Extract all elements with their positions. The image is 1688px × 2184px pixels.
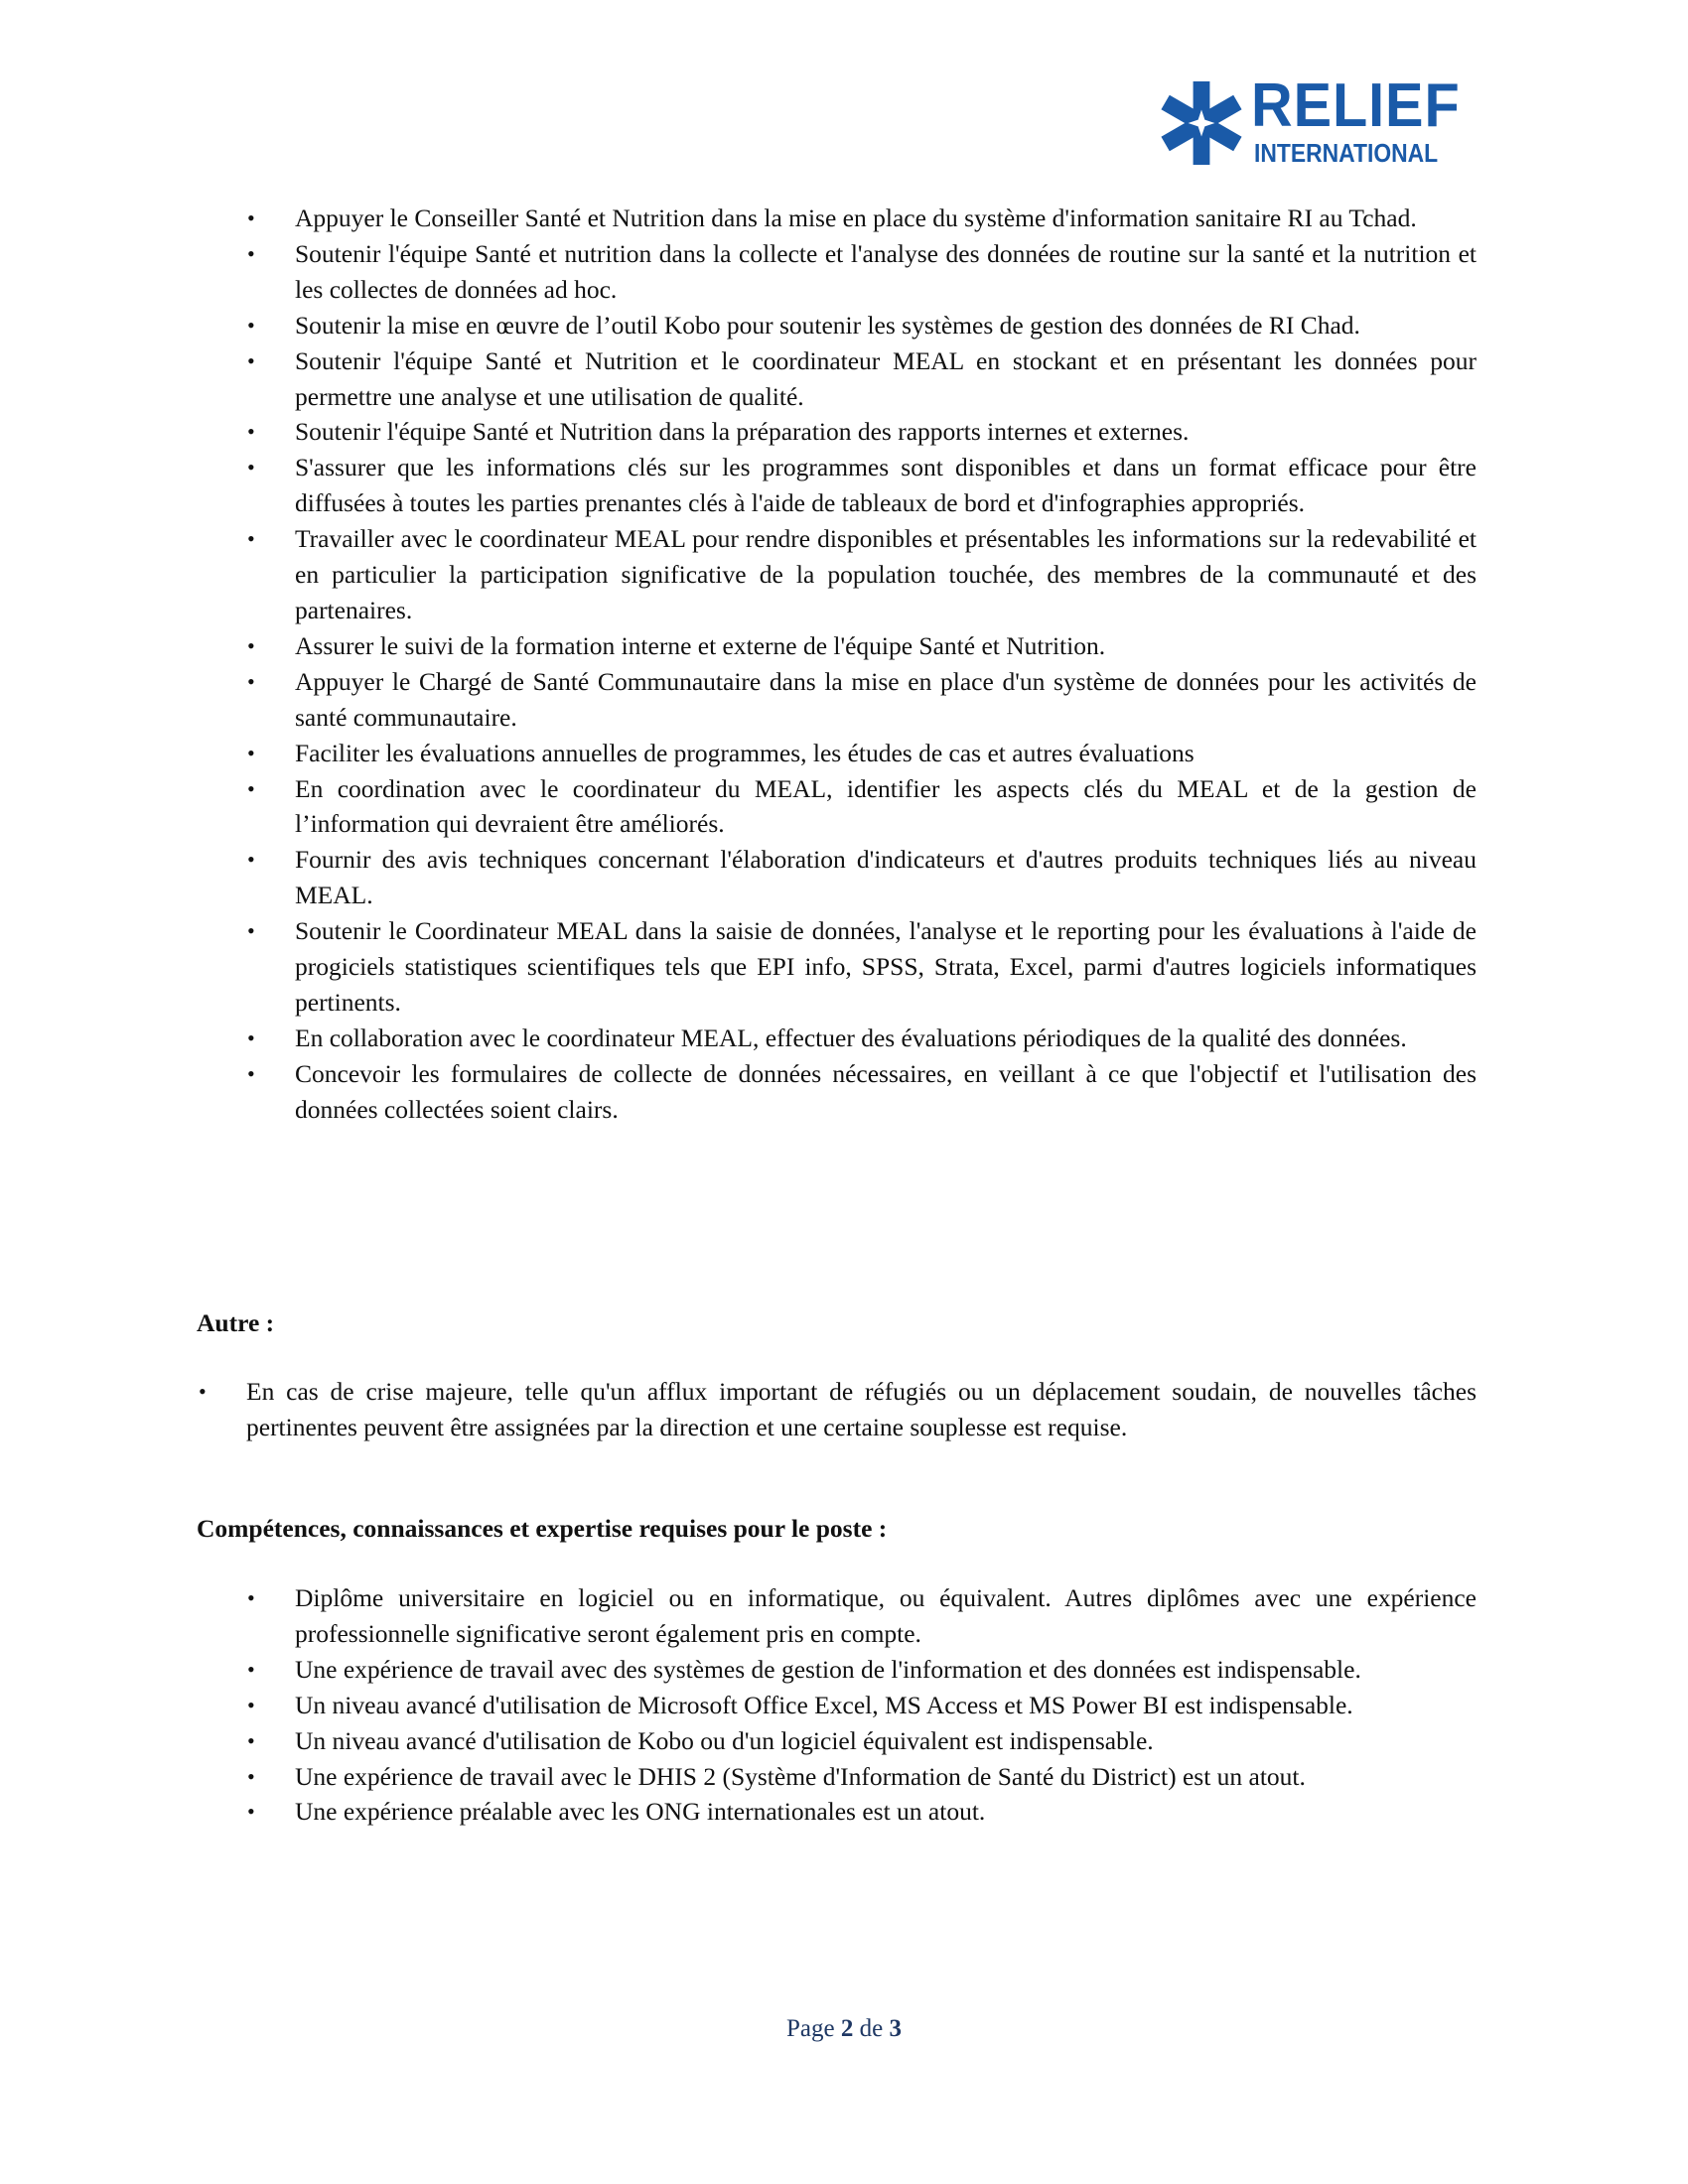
list-item-text: Travailler avec le coordinateur MEAL pour rendre disponibles et présentables les informations sur la redevabilité et en particulier la participation significative de la population touchée, des membres de la communauté et des partenaires. bbox=[295, 524, 1477, 624]
bullet-icon: • bbox=[247, 347, 255, 373]
responsibility-item bbox=[247, 521, 1477, 628]
section-heading-skills: Compétences, connaissances et expertise requises pour le poste : bbox=[197, 1514, 888, 1543]
other-item bbox=[199, 1374, 1477, 1445]
list-item-text: Concevoir les formulaires de collecte de données nécessaires, en veillant à ce que l'objectif et l'utilisation des données collectées soient clairs. bbox=[295, 1058, 1477, 1124]
page-footer bbox=[0, 2015, 1688, 2043]
total-pages-number: 3 bbox=[889, 2015, 902, 2042]
list-item-text: Une expérience préalable avec les ONG internationales est un atout. bbox=[295, 1797, 986, 1827]
list-item-text: Fournir des avis techniques concernant l'élaboration d'indicateurs et d'autres produits techniques liés au niveau MEAL. bbox=[295, 845, 1477, 910]
list-item-text: Soutenir l'équipe Santé et Nutrition et le coordinateur MEAL en stockant et en présentant les données pour permettre une analyse et une utilisation de qualité. bbox=[295, 345, 1477, 411]
responsibility-item bbox=[247, 414, 1477, 450]
responsibility-item bbox=[247, 664, 1477, 736]
responsibility-item bbox=[247, 1056, 1477, 1128]
responsibility-item bbox=[247, 308, 1477, 343]
list-item-text: En coordination avec le coordinateur du MEAL, identifier les aspects clés du MEAL et de la gestion de l’information qui devraient être améliorés. bbox=[295, 773, 1477, 839]
list-item-text: Un niveau avancé d'utilisation de Microsoft Office Excel, MS Access et MS Power BI est indispensable. bbox=[295, 1690, 1353, 1719]
bullet-icon: • bbox=[247, 847, 255, 873]
asterisk-star-icon bbox=[1160, 81, 1243, 165]
relief-international-logo bbox=[1160, 71, 1468, 171]
bullet-icon: • bbox=[247, 526, 255, 552]
responsibility-item bbox=[247, 628, 1477, 664]
list-item-text: En collaboration avec le coordinateur MEAL, effectuer des évaluations périodiques de la qualité des données. bbox=[295, 1023, 1407, 1052]
bullet-icon: • bbox=[247, 1656, 255, 1682]
responsibility-item bbox=[247, 771, 1477, 843]
list-item-text: Appuyer le Chargé de Santé Communautaire dans la mise en place d'un système de données pour les activités de santé communautaire. bbox=[295, 666, 1477, 732]
list-item-text: Appuyer le Conseiller Santé et Nutrition dans la mise en place du système d'information sanitaire RI au Tchad. bbox=[295, 204, 1417, 232]
bullet-icon: • bbox=[247, 1799, 255, 1825]
current-page-number: 2 bbox=[840, 2015, 854, 2042]
bullet-icon: • bbox=[247, 1585, 255, 1610]
bullet-icon: • bbox=[247, 918, 255, 944]
bullet-icon: • bbox=[247, 1692, 255, 1717]
responsibility-item bbox=[247, 842, 1477, 913]
list-item-text: En cas de crise majeure, telle qu'un afflux important de réfugiés ou un déplacement soudain, de nouvelles tâches pertinentes peuvent être assignées par la direction et une certaine souplesse est requise. bbox=[246, 1377, 1477, 1441]
list-item-text: S'assurer que les informations clés sur les programmes sont disponibles et dans un format efficace pour être diffusées à toutes les parties prenantes clés à l'aide de tableaux de bord et d'infographies appropriés. bbox=[295, 453, 1477, 518]
responsibility-item bbox=[247, 736, 1477, 771]
bullet-icon: • bbox=[247, 1763, 255, 1789]
skill-item bbox=[247, 1723, 1477, 1759]
bullet-icon: • bbox=[247, 1060, 255, 1086]
list-item-text: Soutenir la mise en œuvre de l’outil Kobo pour soutenir les systèmes de gestion des données de RI Chad. bbox=[295, 310, 1360, 340]
page-label: Page bbox=[786, 2015, 835, 2042]
bullet-icon: • bbox=[247, 775, 255, 801]
logo-brand-sub: INTERNATIONAL bbox=[1254, 138, 1439, 168]
bullet-icon: • bbox=[247, 740, 255, 765]
bullet-icon: • bbox=[247, 419, 255, 445]
bullet-icon: • bbox=[199, 1379, 207, 1404]
list-item-text: Diplôme universitaire en logiciel ou en informatique, ou équivalent. Autres diplômes avec une expérience professionnelle significative seront également pris en compte. bbox=[295, 1583, 1477, 1648]
bullet-icon: • bbox=[247, 1024, 255, 1050]
responsibility-item bbox=[247, 1021, 1477, 1056]
bullet-icon: • bbox=[247, 668, 255, 694]
list-item-text: Un niveau avancé d'utilisation de Kobo ou d'un logiciel équivalent est indispensable. bbox=[295, 1725, 1154, 1755]
bullet-icon: • bbox=[247, 240, 255, 266]
skill-item bbox=[247, 1580, 1477, 1652]
logo-brand-main: RELIEF bbox=[1251, 71, 1461, 140]
other-list bbox=[199, 1374, 1477, 1445]
list-item-text: Soutenir l'équipe Santé et nutrition dans la collecte et l'analyse des données de routine sur la santé et la nutrition et les collectes de données ad hoc. bbox=[295, 238, 1477, 304]
of-label: de bbox=[859, 2015, 884, 2042]
responsibility-item bbox=[247, 913, 1477, 1021]
list-item-text: Faciliter les évaluations annuelles de programmes, les études de cas et autres évaluations bbox=[295, 738, 1195, 767]
responsibility-item bbox=[247, 343, 1477, 415]
list-item-text: Une expérience de travail avec le DHIS 2 (Système d'Information de Santé du District) est un atout. bbox=[295, 1761, 1306, 1791]
bullet-icon: • bbox=[247, 312, 255, 338]
list-item-text: Assurer le suivi de la formation interne et externe de l'équipe Santé et Nutrition. bbox=[295, 630, 1106, 660]
bullet-icon: • bbox=[247, 205, 255, 230]
section-heading-other: Autre : bbox=[197, 1308, 275, 1337]
skill-item bbox=[247, 1652, 1477, 1688]
bullet-icon: • bbox=[247, 455, 255, 480]
responsibility-item bbox=[247, 236, 1477, 308]
list-item-text: Soutenir le Coordinateur MEAL dans la saisie de données, l'analyse et le reporting pour les évaluations à l'aide de progiciels statistiques scientifiques tels que EPI info, SPSS, Strata, Excel, parmi d'autres logiciels informatiques pertinents. bbox=[295, 916, 1477, 1017]
skills-list bbox=[247, 1580, 1477, 1830]
list-item-text: Soutenir l'équipe Santé et Nutrition dans la préparation des rapports internes et externes. bbox=[295, 417, 1190, 447]
skill-item bbox=[247, 1688, 1477, 1723]
responsibility-item bbox=[247, 450, 1477, 521]
bullet-icon: • bbox=[247, 1727, 255, 1753]
responsibility-item bbox=[247, 201, 1477, 236]
skill-item bbox=[247, 1794, 1477, 1830]
skill-item bbox=[247, 1759, 1477, 1795]
bullet-icon: • bbox=[247, 632, 255, 658]
list-item-text: Une expérience de travail avec des systèmes de gestion de l'information et des données est indispensable. bbox=[295, 1654, 1361, 1684]
responsibilities-list bbox=[247, 201, 1477, 1128]
